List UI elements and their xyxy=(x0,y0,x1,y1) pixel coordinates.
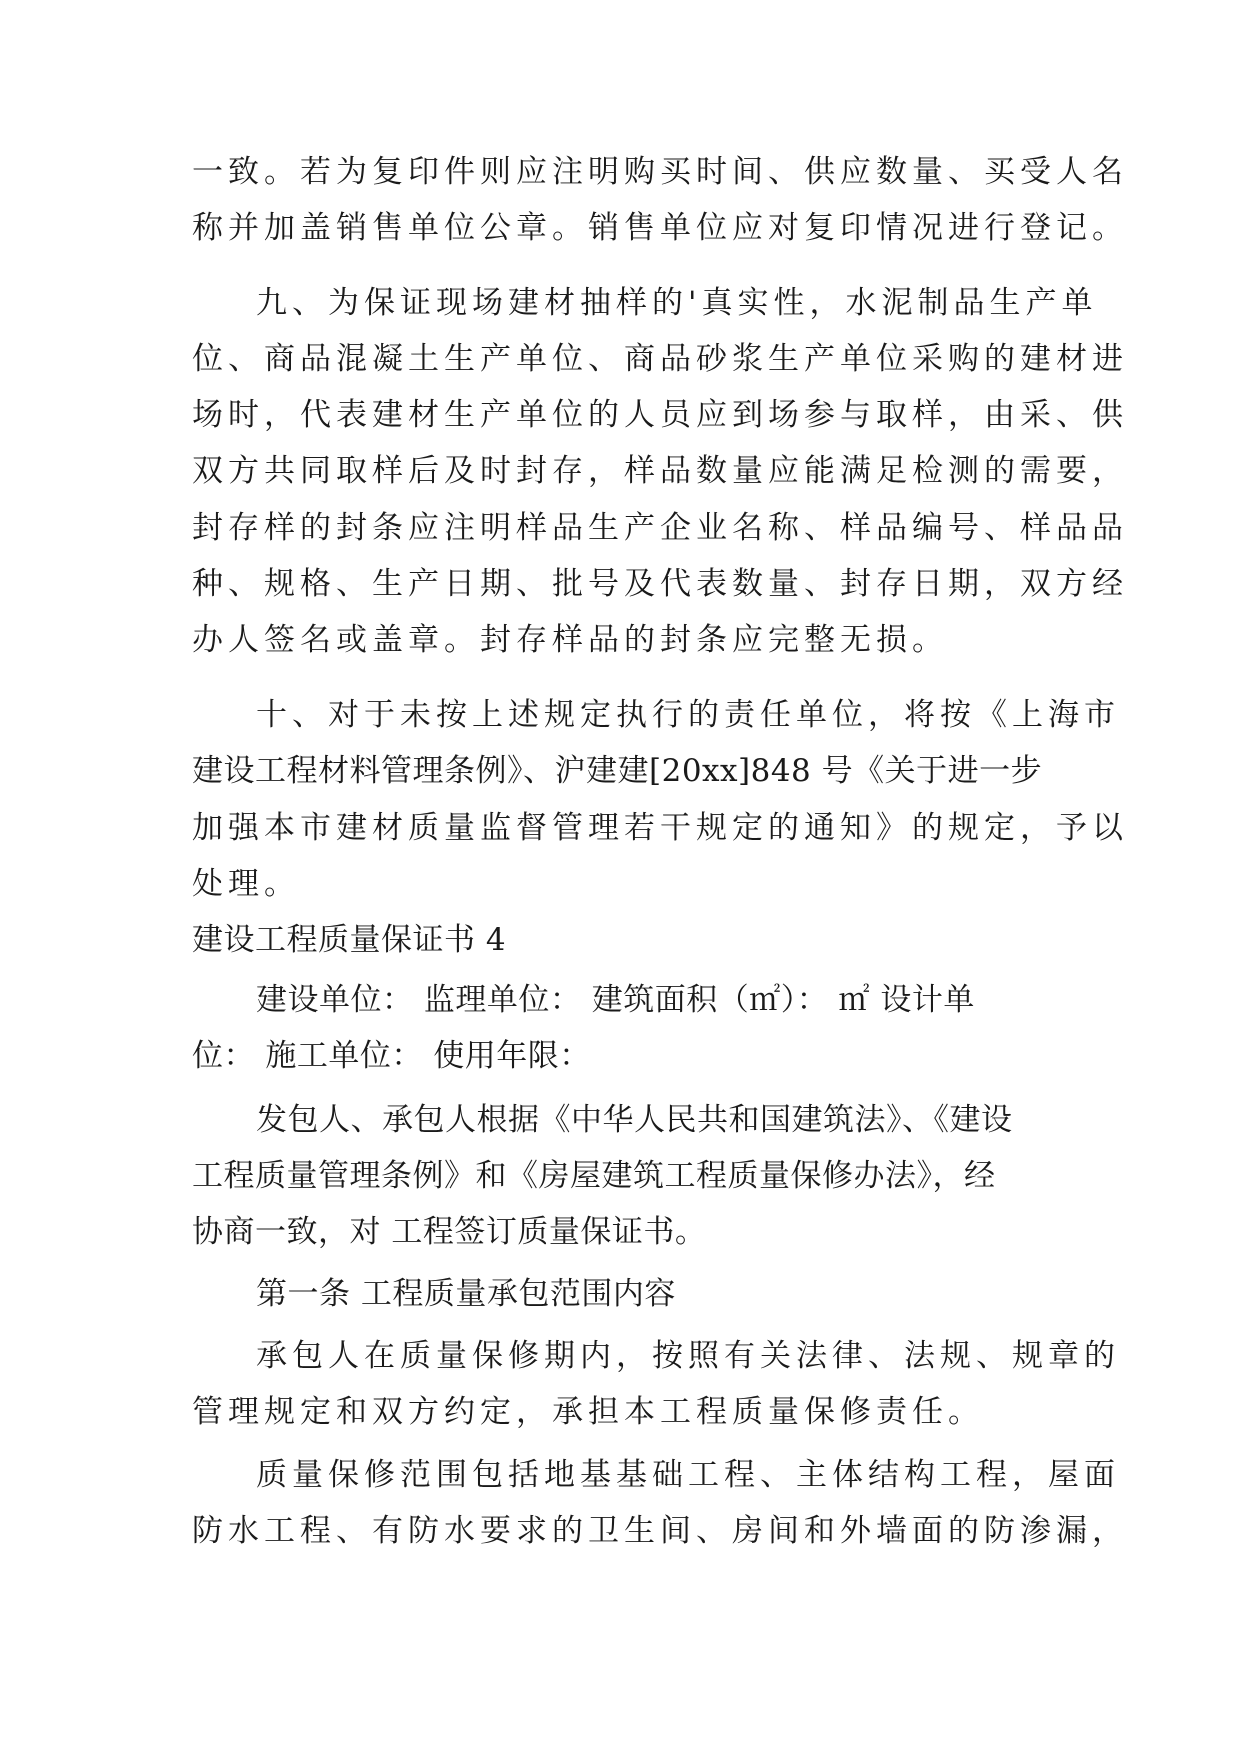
text-line-18: 工程质量管理条例》和《房屋建筑工程质量保修办法》，经 xyxy=(192,1158,996,1194)
section-heading: 建设工程质量保证书 4 xyxy=(192,922,507,958)
text-line-13: 处理。 xyxy=(192,866,300,902)
text-line-5: 场时，代表建材生产单位的人员应到场参与取样，由采、供 xyxy=(192,397,1128,433)
text-line-8: 种、规格、生产日期、批号及代表数量、封存日期，双方经 xyxy=(192,566,1128,602)
text-line-19: 协商一致，对 工程签订质量保证书。 xyxy=(192,1214,707,1250)
text-line-17: 发包人、承包人根据《中华人民共和国建筑法》、《建设 xyxy=(256,1102,1013,1138)
text-line-10: 十、对于未按上述规定执行的责任单位，将按《上海市 xyxy=(256,697,1120,733)
text-line-15: 建设单位： 监理单位： 建筑面积（㎡）： ㎡ 设计单 xyxy=(256,982,975,1018)
text-line-24: 防水工程、有防水要求的卫生间、房间和外墙面的防渗漏， xyxy=(192,1513,1128,1549)
text-line-6: 双方共同取样后及时封存，样品数量应能满足检测的需要， xyxy=(192,453,1128,489)
text-line-4: 位、商品混凝土生产单位、商品砂浆生产单位采购的建材进 xyxy=(192,341,1128,377)
text-line-7: 封存样的封条应注明样品生产企业名称、样品编号、样品品 xyxy=(192,510,1128,546)
text-line-22: 管理规定和双方约定，承担本工程质量保修责任。 xyxy=(192,1394,984,1430)
text-line-21: 承包人在质量保修期内，按照有关法律、法规、规章的 xyxy=(256,1338,1120,1374)
text-line-11: 建设工程材料管理条例》、沪建建[20xx]848 号《关于进一步 xyxy=(192,753,1043,789)
text-line-2: 称并加盖销售单位公章。销售单位应对复印情况进行登记。 xyxy=(192,210,1128,246)
text-line-3: 九、为保证现场建材抽样的'真实性，水泥制品生产单 xyxy=(256,285,1098,321)
text-line-23: 质量保修范围包括地基基础工程、主体结构工程，屋面 xyxy=(256,1457,1120,1493)
text-line-1: 一致。若为复印件则应注明购买时间、供应数量、买受人名 xyxy=(192,154,1128,190)
text-line-12: 加强本市建材质量监督管理若干规定的通知》的规定，予以 xyxy=(192,810,1128,846)
article-heading: 第一条 工程质量承包范围内容 xyxy=(256,1276,676,1312)
text-line-16: 位： 施工单位： 使用年限： xyxy=(192,1038,591,1074)
text-line-9: 办人签名或盖章。封存样品的封条应完整无损。 xyxy=(192,622,948,658)
